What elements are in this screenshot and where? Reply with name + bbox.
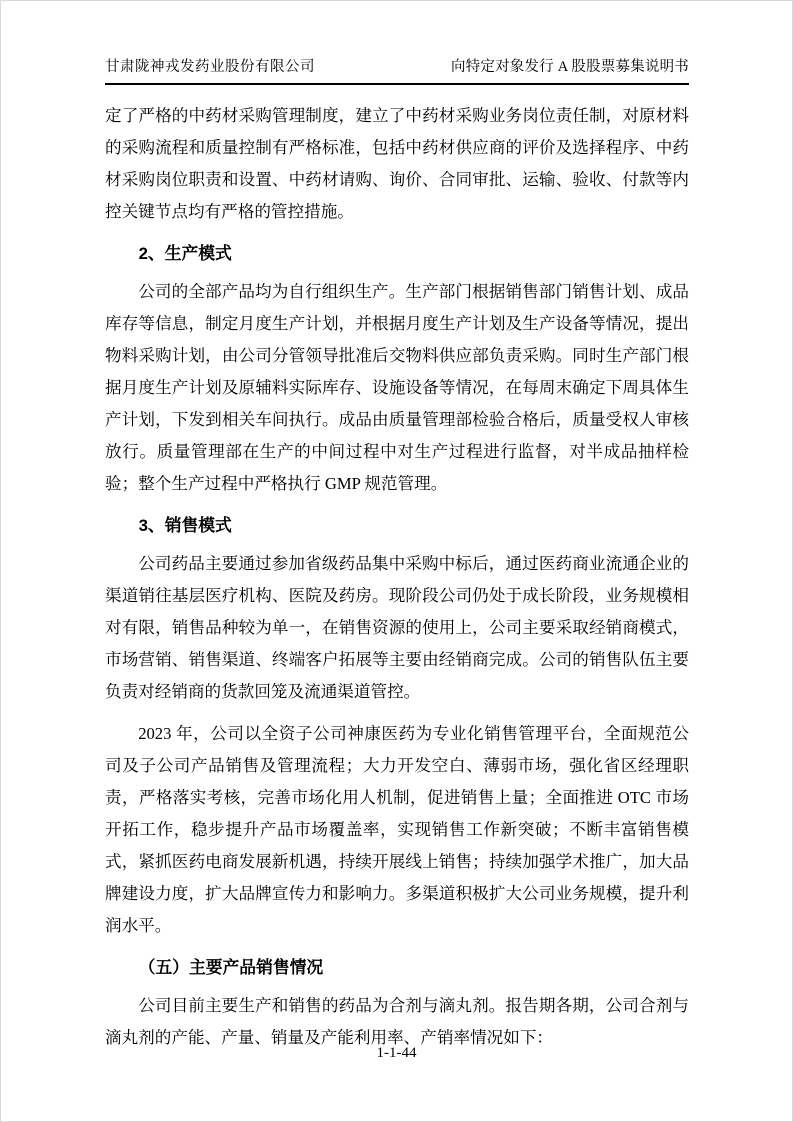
heading-main-products-sales: （五）主要产品销售情况 [138,958,324,977]
document-body [105,100,689,1064]
heading-sales-mode: 3、销售模式 [138,516,232,535]
paragraph-procurement-continuation: 定了严格的中药材采购管理制度，建立了中药材采购业务岗位责任制，对原材料的采购流程和质量控制有严格标准，包括中药材供应商的评价及选择程序、中药材采购岗位职责和设置、中药材请购、询价、合同审批、运输、验收、付款等内控关键节点均有严格的管控措施。 [105,106,689,221]
paragraph-sales-mode-2: 2023 年，公司以全资子公司神康医药为专业化销售管理平台，全面规范公司及子公司产品销售及管理流程；大力开发空白、薄弱市场，强化省区经理职责，严格落实考核，完善市场化用人机制，促进销售上量；全面推进 OTC 市场开拓工作，稳步提升产品市场覆盖率，实现销售工作新突破；不断丰富销售模式，紧抓医药电商发展新机遇，持续开展线上销售；持续加强学术推广，加大品牌建设力度，扩大品牌宣传力和影响力。多渠道积极扩大公司业务规模，提升利润水平。 [105,724,689,935]
page-number: 1-1-44 [376,1045,417,1061]
paragraph-main-products-sales: 公司目前主要生产和销售的药品为合剂与滴丸剂。报告期各期，公司合剂与滴丸剂的产能、产量、销量及产能利用率、产销率情况如下： [105,996,689,1047]
paragraph-production-mode: 公司的全部产品均为自行组织生产。生产部门根据销售部门销售计划、成品库存等信息，制定月度生产计划，并根据月度生产计划及生产设备等情况，提出物料采购计划，由公司分管领导批准后交物料供应部负责采购。同时生产部门根据月度生产计划及原辅料实际库存、设施设备等情况，在每周末确定下周具体生产计划，下发到相关车间执行。成品由质量管理部检验合格后，质量受权人审核放行。质量管理部在生产的中间过程中对生产过程进行监督，对半成品抽样检验；整个生产过程中严格执行 GMP 规范管理。 [105,282,689,493]
header-doc-title: 向特定对象发行 A 股股票募集说明书 [450,59,689,75]
page-footer [1,1043,792,1063]
page-header [105,57,689,85]
heading-production-mode: 2、生产模式 [138,244,232,263]
header-company-name: 甘肃陇神戎发药业股份有限公司 [105,59,315,75]
paragraph-sales-mode-1: 公司药品主要通过参加省级药品集中采购中标后，通过医药商业流通企业的渠道销往基层医疗机构、医院及药房。现阶段公司仍处于成长阶段，业务规模相对有限，销售品种较为单一，在销售资源的使用上，公司主要采取经销商模式，市场营销、销售渠道、终端客户拓展等主要由经销商完成。公司的销售队伍主要负责对经销商的货款回笼及流通渠道管控。 [105,554,689,701]
